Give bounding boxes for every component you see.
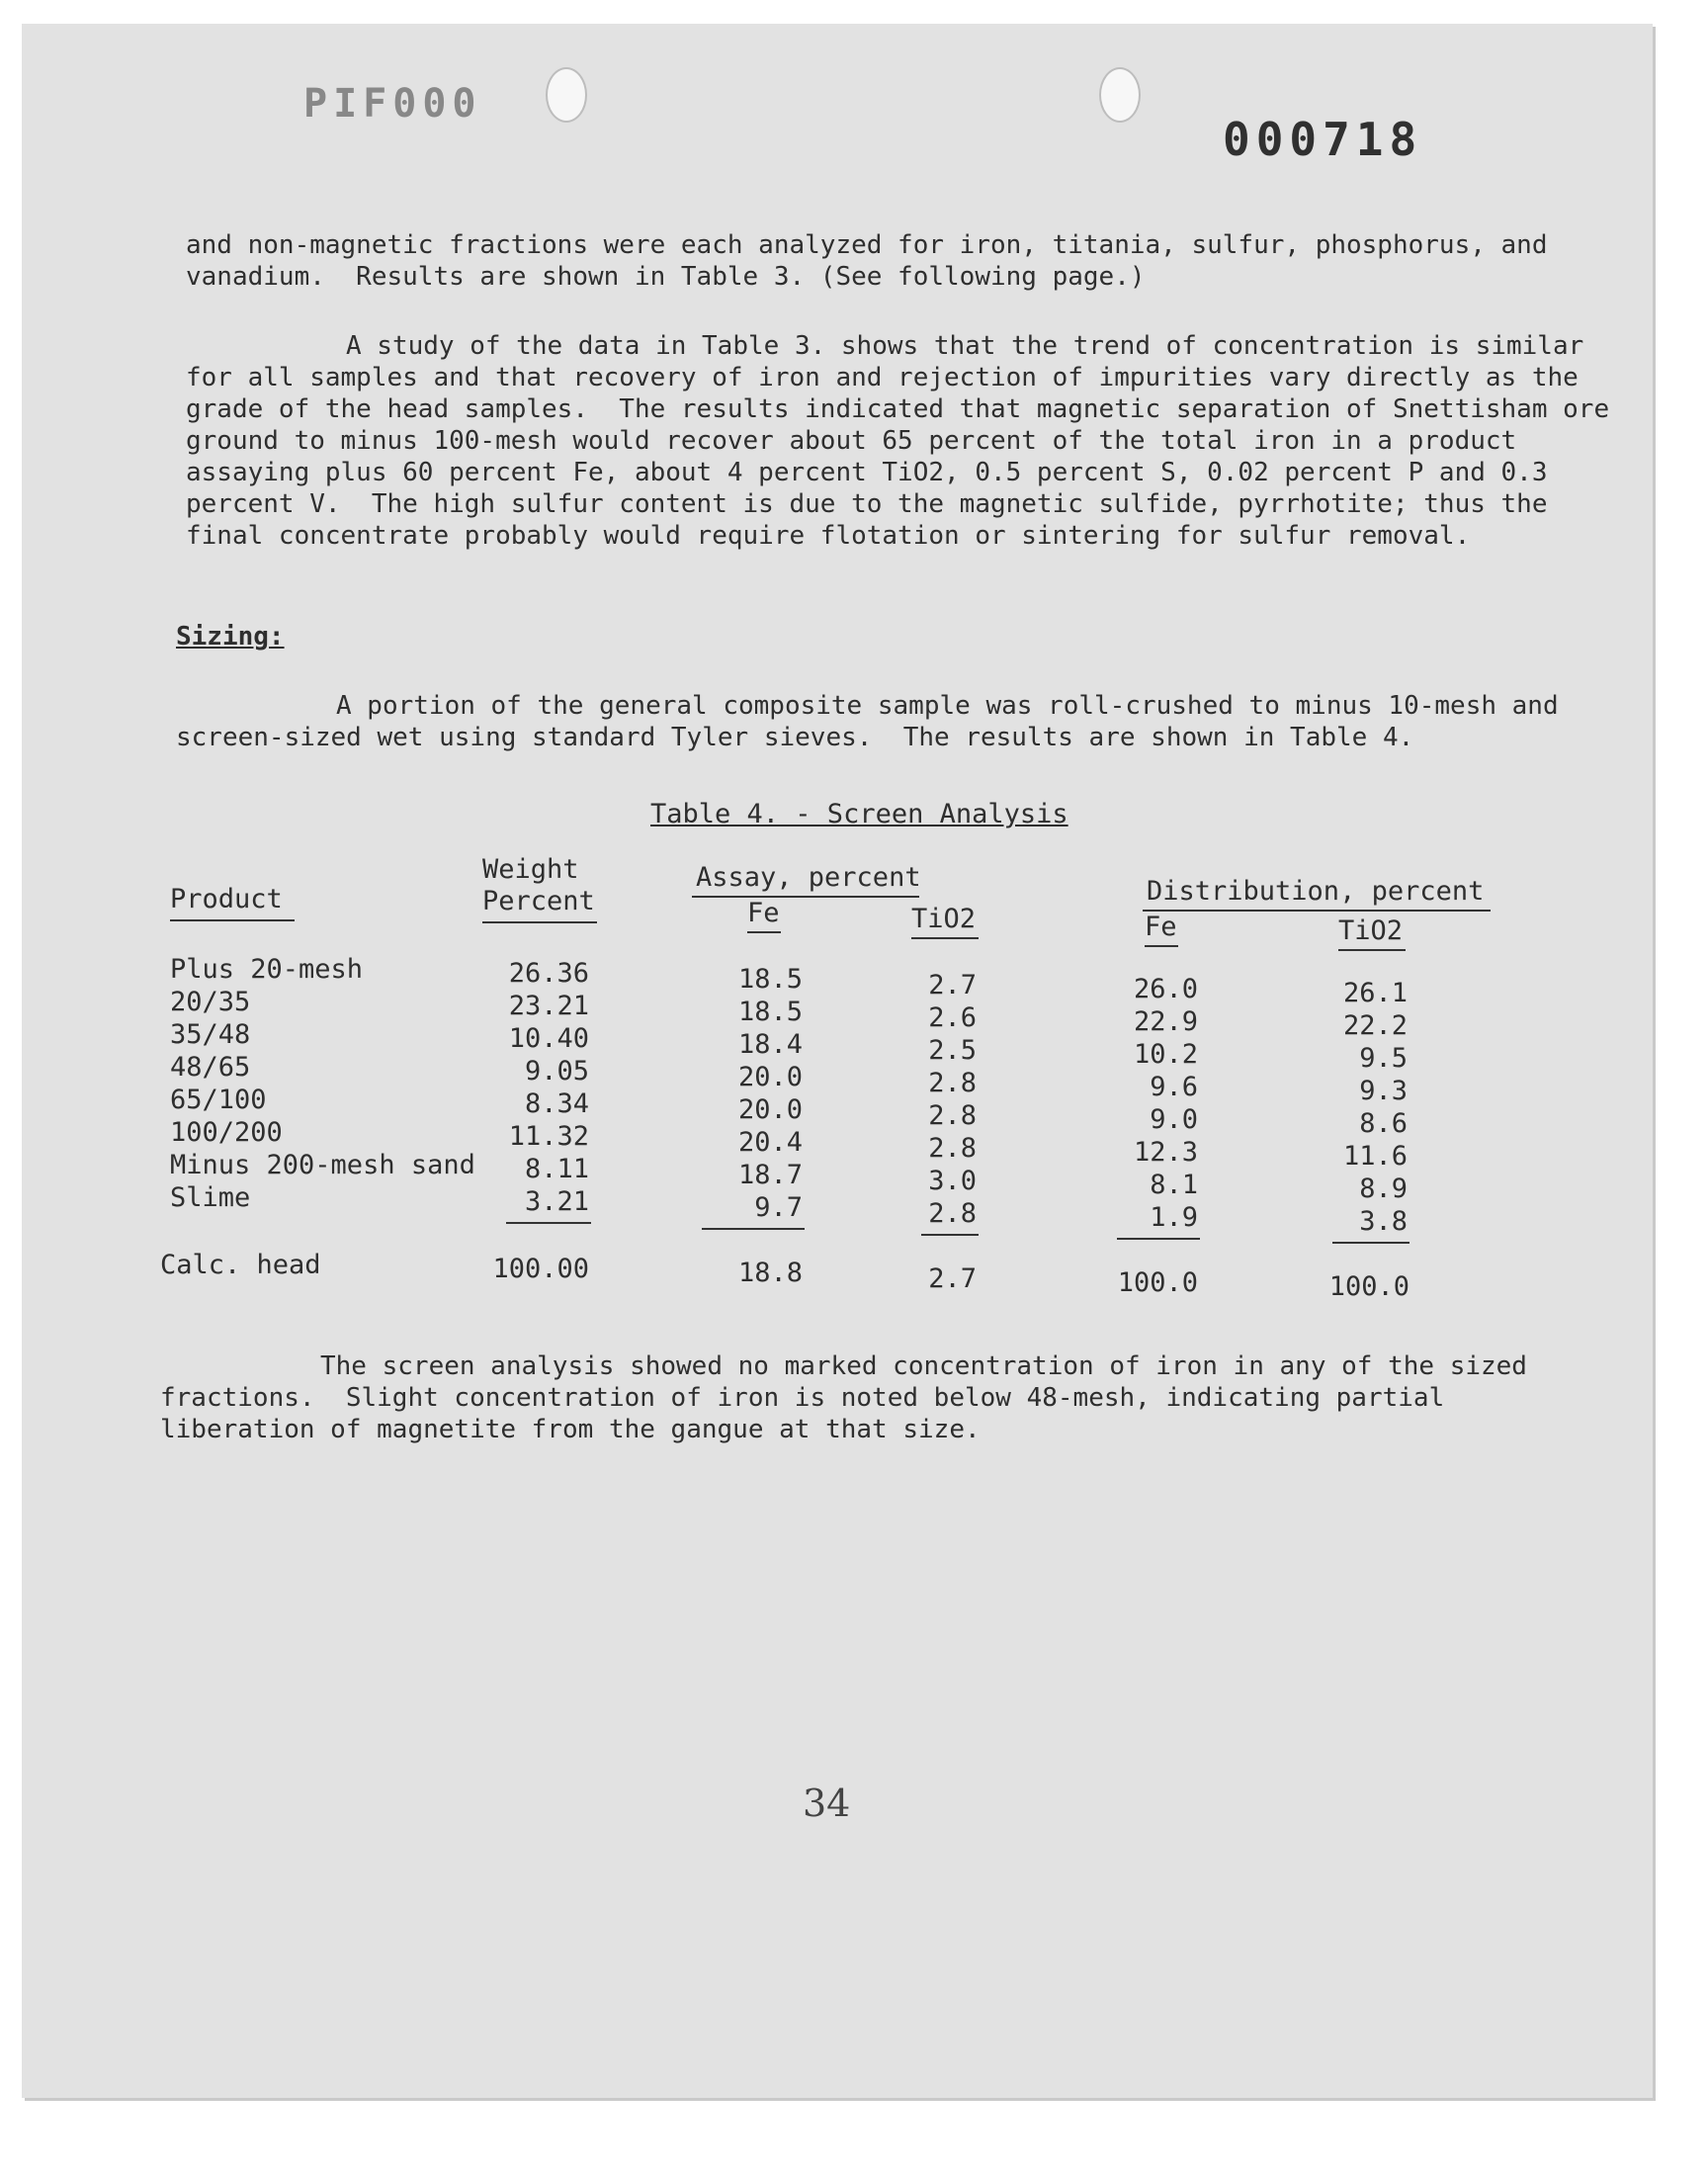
table-cell: 22.2 xyxy=(1342,1010,1408,1041)
paragraph-3-text: A portion of the general composite sample was roll-crushed to minus 10-mesh and screen-sized wet using standard Tyler sieves. The results are shown in Table 4. xyxy=(176,691,1575,752)
header-assay: Assay, percent xyxy=(696,862,921,893)
table-cell: 2.5 xyxy=(928,1035,977,1066)
table-cell: Plus 20-mesh xyxy=(170,954,364,985)
table-cell: 23.21 xyxy=(508,991,589,1021)
header-assay-fe: Fe xyxy=(747,898,780,928)
stamp-document-number: 000718 xyxy=(1223,113,1423,166)
table-cell: 18.7 xyxy=(737,1160,803,1190)
paragraph-2-text: A study of the data in Table 3. shows that the trend of concentration is similar for all samples and that recovery of iron and rejection of impurities vary directly as the grade of the head samples. The results indicated that magnetic separation of Snettisham ore ground to minus 100-mesh would recover about 65 percent of the total iron in a product assaying plus 60 percent Fe, about 4 percent TiO2, 0.5 percent S, 0.02 percent P and 0.3 percent V. The high sulfur content is due to the magnetic sulfide, pyrrhotite; thus the final concentrate probably would require flotation or sintering for sulfur removal. xyxy=(186,331,1625,551)
table-cell: 8.1 xyxy=(1150,1170,1198,1200)
sum-underline xyxy=(506,1222,591,1224)
header-distribution: Distribution, percent xyxy=(1147,876,1485,907)
column-assay-tio2 xyxy=(921,969,977,1230)
table-cell: 10.40 xyxy=(508,1023,589,1054)
table-cell: 2.8 xyxy=(928,1198,977,1229)
header-underline xyxy=(170,919,295,921)
paragraph-3 xyxy=(176,690,1599,753)
punch-hole-left xyxy=(546,67,587,123)
table-cell: 48/65 xyxy=(170,1052,251,1083)
table-cell: 18.5 xyxy=(737,964,803,995)
header-underline xyxy=(747,931,781,933)
stamp-left: PIF000 xyxy=(303,81,482,127)
page-number: 34 xyxy=(803,1782,851,1825)
column-product xyxy=(170,953,476,1214)
section-heading-sizing: Sizing: xyxy=(176,622,285,652)
table-cell: 9.0 xyxy=(1150,1104,1198,1135)
table-cell: 20/35 xyxy=(170,987,251,1017)
table-cell: 11.6 xyxy=(1342,1141,1408,1172)
table-cell: 100/200 xyxy=(170,1117,283,1148)
table-cell: 8.34 xyxy=(524,1088,589,1119)
table-cell: 9.3 xyxy=(1359,1076,1408,1106)
header-underline xyxy=(482,921,597,923)
table-cell: 8.6 xyxy=(1359,1108,1408,1139)
table-cell: 9.5 xyxy=(1359,1043,1408,1074)
header-underline xyxy=(1145,945,1178,947)
table-cell: 65/100 xyxy=(170,1085,267,1115)
punch-hole-right xyxy=(1099,67,1141,123)
table-cell: 12.3 xyxy=(1133,1137,1198,1168)
sum-underline xyxy=(1332,1242,1409,1244)
table-cell: 3.21 xyxy=(524,1186,589,1217)
table-cell: 2.8 xyxy=(928,1100,977,1131)
header-product xyxy=(170,884,283,915)
total-dist-tio2: 100.0 xyxy=(1328,1271,1409,1302)
total-dist-fe: 100.0 xyxy=(1117,1267,1198,1298)
table-cell: 35/48 xyxy=(170,1019,251,1050)
header-underline xyxy=(1143,910,1491,912)
sum-underline xyxy=(921,1234,979,1236)
table-cell: 18.4 xyxy=(737,1029,803,1060)
header-underline xyxy=(692,896,919,898)
table-cell: 11.32 xyxy=(508,1121,589,1152)
header-assay-tio2: TiO2 xyxy=(911,904,977,934)
header-weight-line2: Percent xyxy=(482,886,595,916)
column-dist-fe xyxy=(1115,973,1198,1234)
table-cell: 26.1 xyxy=(1342,978,1408,1008)
sum-underline xyxy=(702,1228,805,1230)
table-cell: Minus 200-mesh sand xyxy=(170,1150,475,1180)
table-cell: 18.5 xyxy=(737,997,803,1027)
total-weight: 100.00 xyxy=(492,1254,589,1284)
table-cell: 10.2 xyxy=(1133,1039,1198,1070)
table-cell: 20.0 xyxy=(737,1062,803,1092)
paragraph-4 xyxy=(160,1350,1613,1445)
paragraph-4-text: The screen analysis showed no marked concentration of iron in any of the sized fractions. Slight concentration of iron is noted below 48-mesh, indicating partial liberation of magnetite from the gangue at that size. xyxy=(160,1351,1543,1444)
table-cell: 22.9 xyxy=(1133,1006,1198,1037)
table-cell: 9.6 xyxy=(1150,1072,1198,1102)
header-dist-tio2: TiO2 xyxy=(1338,915,1404,946)
total-assay-fe: 18.8 xyxy=(737,1258,803,1288)
screen-analysis-table xyxy=(160,854,1524,1309)
table-cell: 3.8 xyxy=(1359,1206,1408,1237)
table-cell: 20.0 xyxy=(737,1094,803,1125)
table-cell: 2.7 xyxy=(928,970,977,1000)
table-cell: 9.05 xyxy=(524,1056,589,1087)
paragraph-2 xyxy=(186,330,1629,552)
header-weight-line1: Weight xyxy=(482,854,579,885)
table-caption: Table 4. - Screen Analysis xyxy=(650,799,1068,829)
table-cell: Slime xyxy=(170,1182,251,1213)
table-cell: 1.9 xyxy=(1150,1202,1198,1233)
table-cell: 3.0 xyxy=(928,1166,977,1196)
header-underline xyxy=(1338,949,1406,951)
table-cell: 26.36 xyxy=(508,958,589,989)
header-dist-fe: Fe xyxy=(1145,912,1177,942)
table-cell: 8.9 xyxy=(1359,1174,1408,1204)
total-product: Calc. head xyxy=(160,1250,321,1280)
table-cell: 2.6 xyxy=(928,1002,977,1033)
table-cell: 26.0 xyxy=(1133,974,1198,1004)
table-cell: 20.4 xyxy=(737,1127,803,1158)
header-underline xyxy=(911,937,979,939)
table-cell: 8.11 xyxy=(524,1154,589,1184)
sum-underline xyxy=(1117,1238,1200,1240)
column-dist-tio2 xyxy=(1324,977,1408,1238)
header-product-label: Product xyxy=(170,884,283,914)
table-cell: 2.8 xyxy=(928,1133,977,1164)
paragraph-1: and non-magnetic fractions were each analyzed for iron, titania, sulfur, phosphorus, and vanadium. Results are shown in Table 3. (See following page.) xyxy=(186,230,1564,292)
total-assay-tio2: 2.7 xyxy=(928,1263,977,1294)
document-page xyxy=(22,24,1653,2098)
table-cell: 9.7 xyxy=(754,1192,803,1223)
column-weight xyxy=(486,957,589,1218)
table-cell: 2.8 xyxy=(928,1068,977,1098)
column-assay-fe xyxy=(720,963,803,1224)
